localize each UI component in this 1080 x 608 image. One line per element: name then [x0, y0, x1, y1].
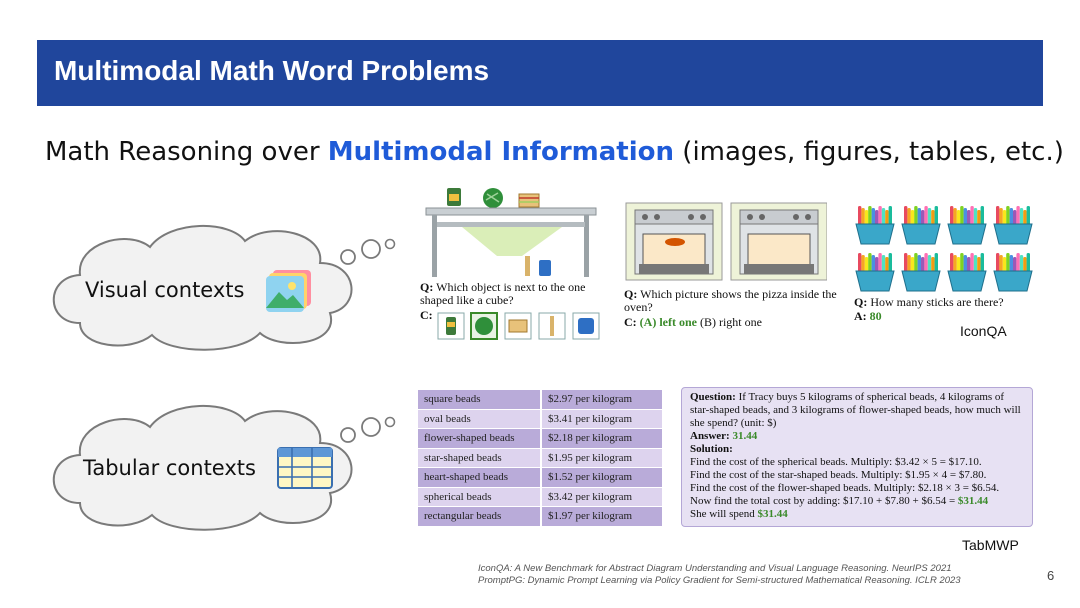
subtitle-highlight: Multimodal Information	[327, 137, 675, 167]
bead-type-cell: heart-shaped beads	[418, 468, 541, 488]
bead-type-cell: square beads	[418, 390, 541, 409]
bead-price-cell: $3.41 per kilogram	[541, 409, 662, 429]
bead-price-cell: $1.97 per kilogram	[541, 507, 662, 527]
basket-icon	[856, 253, 894, 291]
basket-icon	[856, 206, 894, 244]
table-row	[418, 507, 662, 527]
table-row	[418, 429, 662, 449]
references	[478, 563, 961, 587]
table-icon	[277, 447, 333, 489]
iconqa-q3-answer: A: 80	[854, 309, 882, 323]
basket-icon	[994, 206, 1032, 244]
bead-price-cell: $1.95 per kilogram	[541, 448, 662, 468]
table-row	[418, 468, 662, 488]
iconqa-q1-choices-label: C:	[420, 308, 433, 322]
iconqa-q2-choices: C: (A) left one (B) right one	[624, 315, 762, 329]
tabmwp-solution-line: Find the cost of the spherical beads. Multiply: $3.42 × 5 = $17.10.	[690, 456, 982, 468]
bead-price-cell: $2.97 per kilogram	[541, 390, 662, 409]
reference-iconqa: IconQA: A New Benchmark for Abstract Diagram Understanding and Visual Language Reasoning. NeurIPS 2021	[478, 563, 952, 574]
ovens-illustration	[625, 202, 827, 282]
table-row	[418, 409, 662, 429]
bead-price-cell: $2.18 per kilogram	[541, 429, 662, 449]
iconqa-source-label: IconQA	[960, 323, 1007, 339]
bead-price-cell: $3.42 per kilogram	[541, 487, 662, 507]
visual-contexts-label: Visual contexts	[85, 278, 245, 302]
subtitle-prefix: Math Reasoning over	[45, 137, 328, 167]
iconqa-q2-text: Q: Which picture shows the pizza inside the oven?	[624, 287, 837, 314]
tabmwp-solution-line: Now find the total cost by adding: $17.10 + $7.80 + $6.54 = $31.44	[690, 495, 989, 507]
tabmwp-source-label: TabMWP	[962, 537, 1019, 553]
tabmwp-solution-label: Solution:	[690, 443, 733, 455]
basket-icon	[948, 206, 986, 244]
iconqa-q2-choice-b[interactable]: (B) right one	[699, 315, 762, 329]
tabular-contexts-label: Tabular contexts	[83, 456, 256, 480]
bead-type-cell: rectangular beads	[418, 507, 541, 527]
bead-type-cell: star-shaped beads	[418, 448, 541, 468]
bead-price-table	[418, 390, 662, 527]
tabmwp-question: Question: If Tracy buys 5 kilograms of spherical beads, 4 kilograms of star-shaped beads, and 3 kilograms of flower-shaped beads, how much will she spend? (unit: $)	[690, 391, 1021, 429]
iconqa-q3-question: How many sticks are there?	[870, 295, 1004, 309]
table-row	[418, 487, 662, 507]
basket-icon	[902, 253, 940, 291]
page-number: 6	[1047, 568, 1055, 583]
iconqa-q3-text: Q: How many sticks are there?	[854, 295, 1004, 309]
iconqa-q2-question: Which picture shows the pizza inside the oven?	[624, 287, 837, 314]
bead-type-cell: flower-shaped beads	[418, 429, 541, 449]
iconqa-q2-choice-a[interactable]: (A) left one	[639, 315, 697, 329]
tabmwp-answer: Answer: 31.44	[690, 430, 758, 442]
slide-subtitle	[45, 137, 1064, 167]
bead-type-cell: spherical beads	[418, 487, 541, 507]
basket-icon	[994, 253, 1032, 291]
tabmwp-solution-line: Find the cost of the flower-shaped beads. Multiply: $2.18 × 3 = $6.54.	[690, 482, 1000, 494]
tabmwp-solution-line: She will spend $31.44	[690, 508, 788, 520]
basket-icon	[902, 206, 940, 244]
table-objects-illustration	[422, 186, 598, 282]
tabmwp-solution-box	[681, 387, 1033, 527]
iconqa-q1-question: Which object is next to the one shaped like a cube?	[420, 280, 586, 307]
iconqa-q1-text: Q: Which object is next to the one shaped like a cube?	[420, 280, 586, 307]
tabmwp-solution-line: Find the cost of the star-shaped beads. Multiply: $1.95 × 4 = $7.80.	[690, 469, 987, 481]
iconqa-q1-choices[interactable]	[437, 312, 607, 342]
bead-price-cell: $1.52 per kilogram	[541, 468, 662, 488]
basket-icon	[948, 253, 986, 291]
table-row	[418, 390, 662, 409]
bead-type-cell: oval beads	[418, 409, 541, 429]
table-row	[418, 448, 662, 468]
stick-baskets-illustration	[853, 202, 1038, 294]
subtitle-suffix: (images, figures, tables, etc.)	[674, 137, 1064, 167]
reference-promptpg: PromptPG: Dynamic Prompt Learning via Policy Gradient for Semi-structured Mathematical Reasoning. ICLR 2023	[478, 575, 961, 586]
image-icon	[265, 268, 313, 314]
slide-title: Multimodal Math Word Problems	[54, 55, 490, 86]
